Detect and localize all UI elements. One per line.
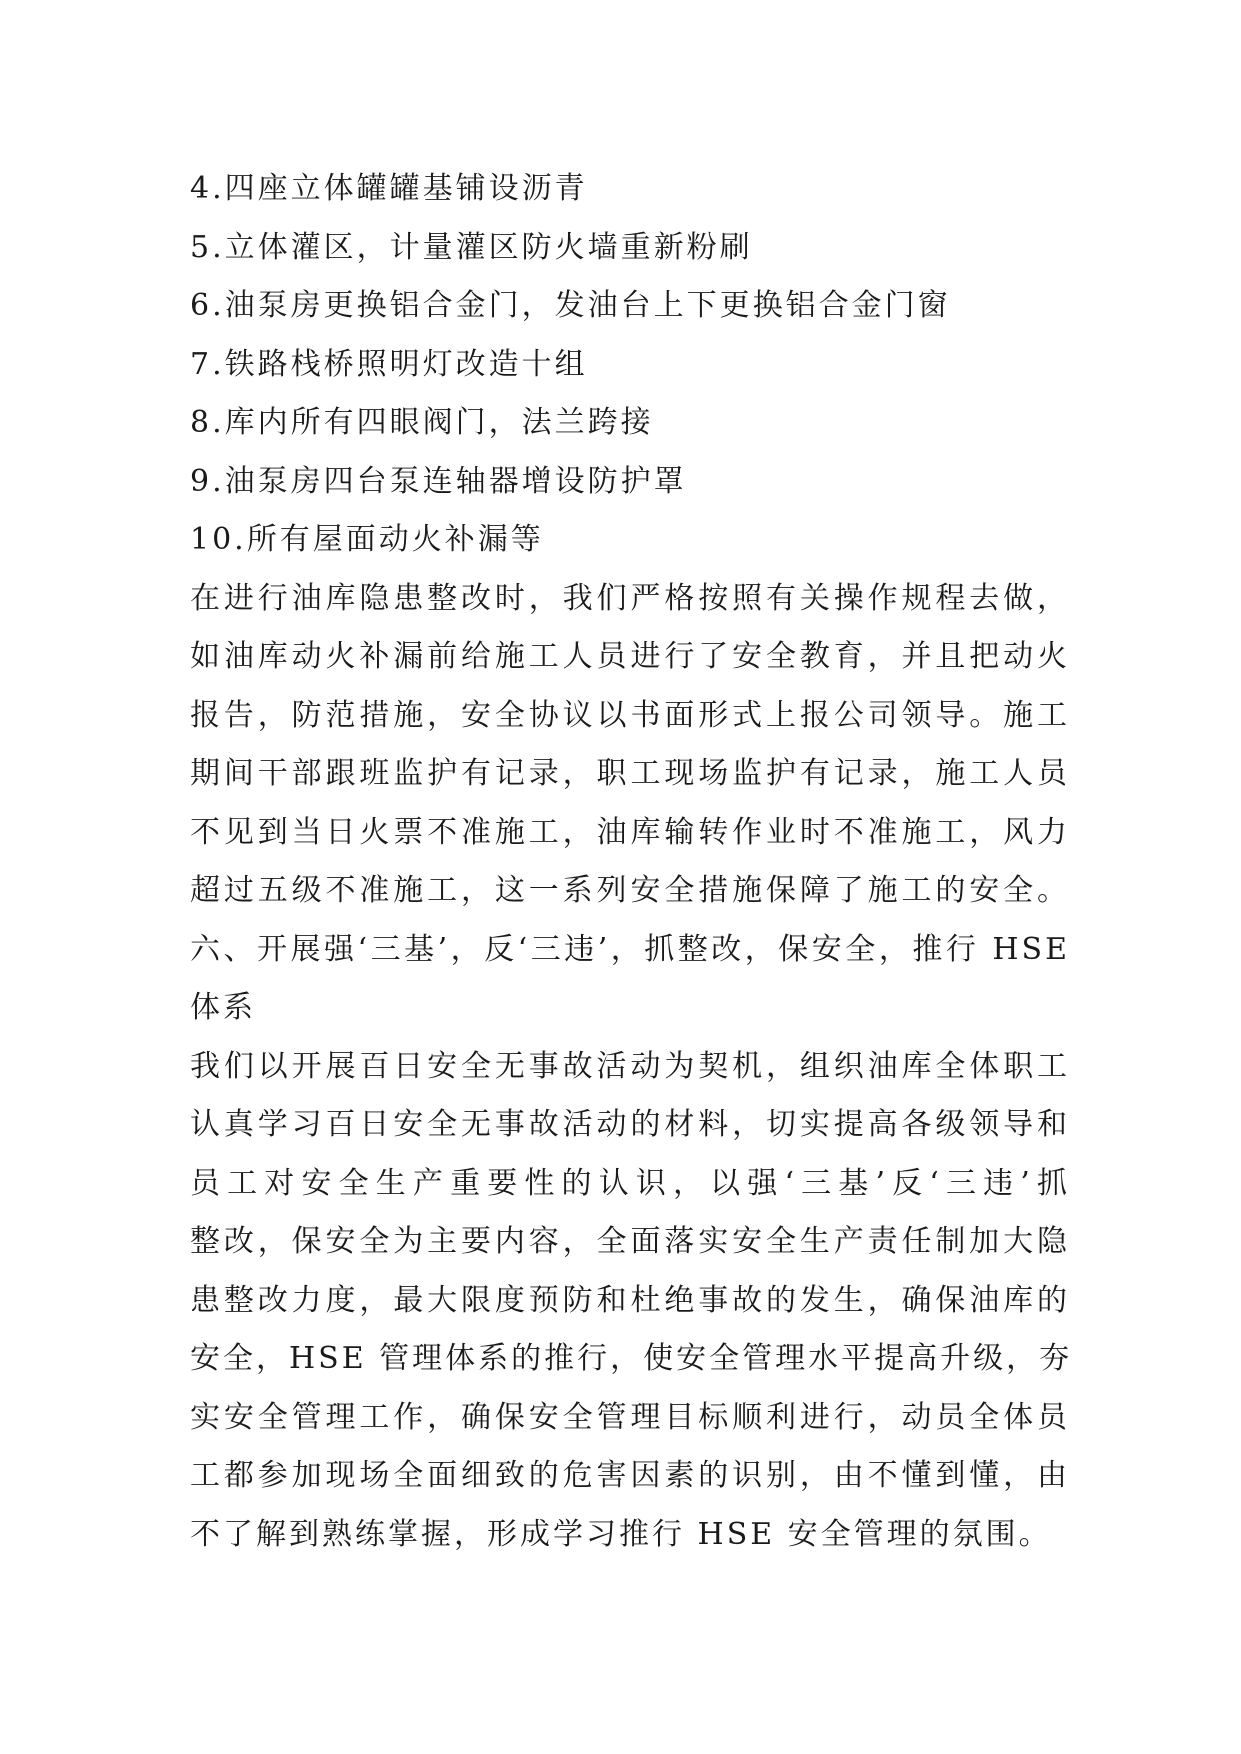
text-line: 7.铁路栈桥照明灯改造十组	[190, 346, 588, 382]
text-line: 报告，防范措施，安全协议以书面形式上报公司领导。施工	[190, 697, 1070, 733]
text-line: 8.库内所有四眼阀门，法兰跨接	[190, 405, 654, 440]
text-line: 整改，保安全为主要内容，全面落实安全生产责任制加大隐	[190, 1224, 1070, 1259]
text-line: 在进行油库隐患整改时，我们严格按照有关操作规程去做，	[190, 580, 1070, 616]
text-line: 六、开展强‘三基’，反‘三违’，抓整改，保安全，推行 HSE	[190, 931, 1070, 967]
text-line: 不见到当日火票不准施工，油库输转作业时不准施工，风力	[190, 814, 1070, 850]
text-line: 患整改力度，最大限度预防和杜绝事故的发生，确保油库的	[190, 1282, 1070, 1318]
text-line: 4.四座立体罐罐基铺设沥青	[190, 171, 588, 206]
text-line: 体系	[190, 990, 256, 1025]
text-line: 工都参加现场全面细致的危害因素的识别，由不懂到懂，由	[190, 1458, 1070, 1493]
text-line: 我们以开展百日安全无事故活动为契机，组织油库全体职工	[190, 1048, 1070, 1084]
text-line: 5.立体灌区，计量灌区防火墙重新粉刷	[190, 229, 753, 265]
text-line: 9.油泵房四台泵连轴器增设防护罩	[190, 463, 687, 499]
text-line: 10.所有屋面动火补漏等	[190, 522, 544, 557]
text-line: 员工对安全生产重要性的认识，以强‘三基’反‘三违’抓	[190, 1165, 1070, 1201]
text-line: 实安全管理工作，确保安全管理目标顺利进行，动员全体员	[190, 1399, 1070, 1435]
text-line: 期间干部跟班监护有记录，职工现场监护有记录，施工人员	[190, 756, 1070, 791]
text-line: 安全，HSE 管理体系的推行，使安全管理水平提高升级，夯	[190, 1341, 1073, 1376]
text-line: 认真学习百日安全无事故活动的材料，切实提高各级领导和	[190, 1107, 1070, 1142]
text-line: 如油库动火补漏前给施工人员进行了安全教育，并且把动火	[190, 639, 1070, 674]
text-line: 超过五级不准施工，这一系列安全措施保障了施工的安全。	[190, 873, 1070, 908]
text-line: 6.油泵房更换铝合金门，发油台上下更换铝合金门窗	[190, 288, 951, 323]
text-line: 不了解到熟练掌握，形成学习推行 HSE 安全管理的氛围。	[190, 1516, 1052, 1552]
document-body	[190, 160, 1073, 1564]
